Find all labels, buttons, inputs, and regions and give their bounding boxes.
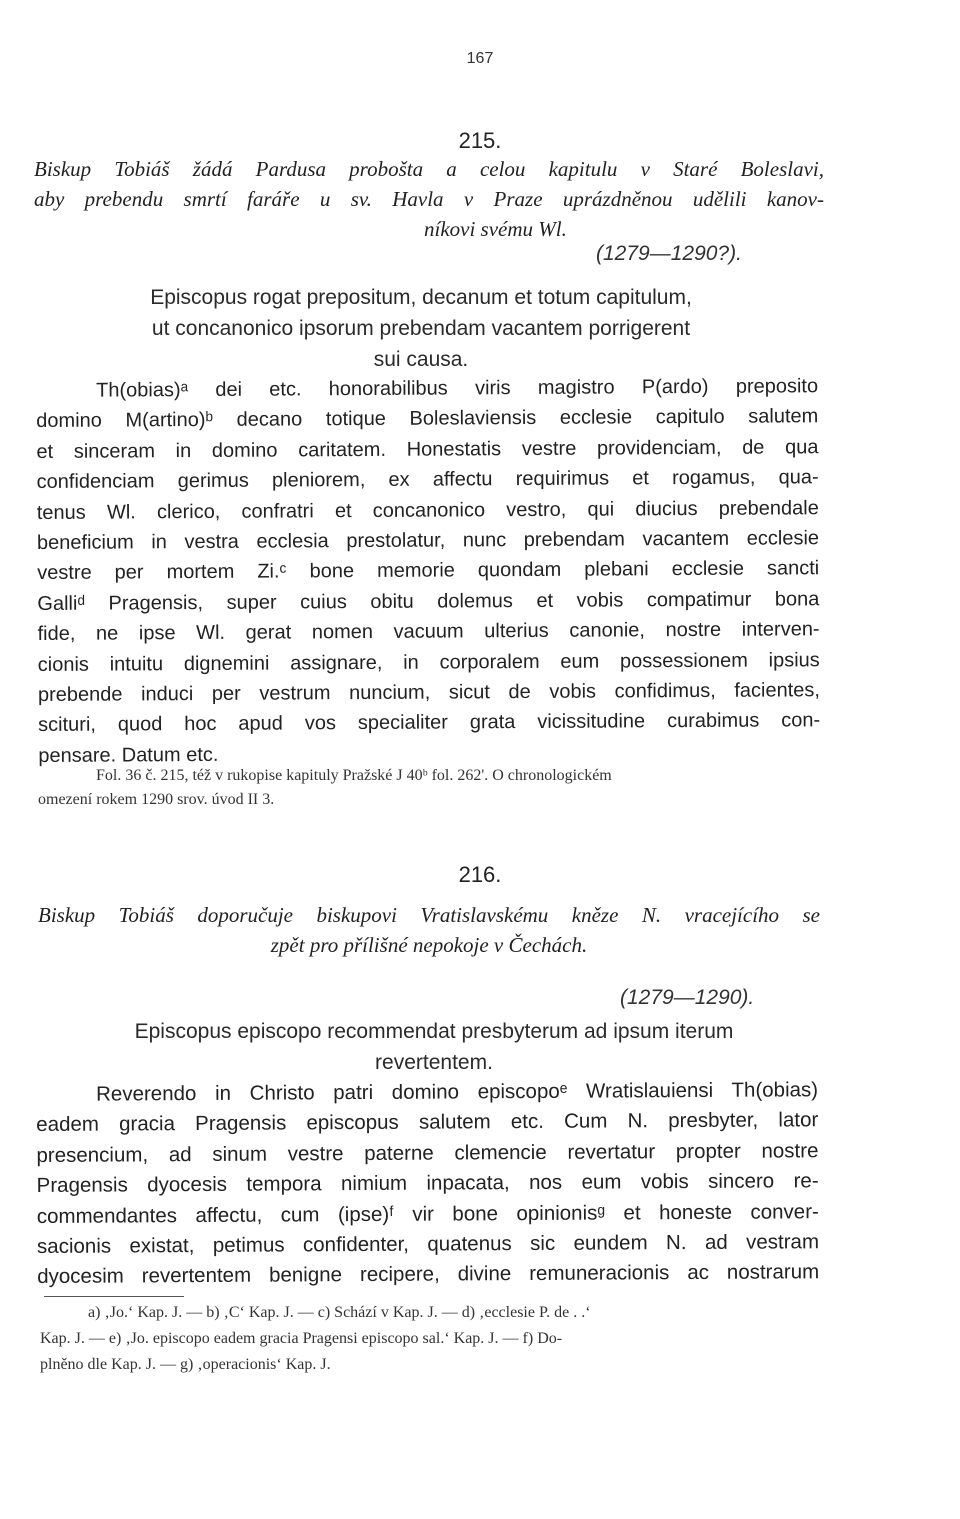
heading-line: Biskup Tobiáš žádá Pardusa probošta a celou kapitulu v Staré Boleslavi, — [34, 157, 824, 181]
note-line: omezení rokem 1290 srov. úvod II 3. — [38, 791, 275, 808]
document-216-date: (1279—1290). — [620, 986, 755, 1009]
footnote-line: plněno dle Kap. J. — g) ‚operacionis‘ Kap. J. — [40, 1356, 331, 1373]
summary-line: revertentem. — [375, 1051, 493, 1074]
document-216-czech-heading — [38, 900, 820, 960]
footnotes — [40, 1300, 820, 1378]
document-215-czech-heading — [34, 154, 824, 244]
document-215-source-note — [38, 764, 818, 812]
body-line: Galliᵈ Pragensis, super cuius obitu dolemus et vobis compatimur bona — [37, 588, 820, 615]
summary-line: ut concanonico ipsorum prebendam vacantem porrigerent — [151, 317, 691, 340]
body-line: commendantes affectu, cum (ipse)ᶠ vir bone opinionisᵍ et honeste conver- — [36, 1199, 819, 1228]
body-line: sacionis existat, petimus confidenter, quatenus sic eundem N. ad vestram — [36, 1230, 820, 1259]
body-line: cionis intuitu dignemini assignare, in corporalem eum possessionem ipsius — [37, 648, 820, 676]
heading-line: Biskup Tobiáš doporučuje biskupovi Vratislavskému kněze N. vracejícího se — [38, 903, 820, 927]
summary-line: Episcopus episcopo recommendat presbyterum ad ipsum iterum — [134, 1020, 734, 1043]
document-215-number: 215. — [458, 128, 502, 153]
footnote-line: a) ‚Jo.‘ Kap. J. — b) ‚C‘ Kap. J. — c) Schází v Kap. J. — d) ‚ecclesie P. de . .‘ — [88, 1304, 591, 1321]
body-line: domino M(artino)ᵇ decano totique Boleslaviensis ecclesie capitulo salutem — [36, 405, 819, 433]
body-line: dyocesim revertentem benigne recipere, divine remuneracionis ac nostrarum — [37, 1260, 820, 1289]
summary-line: sui causa. — [373, 348, 469, 371]
body-line: tenus Wl. clerico, confratri et concanonico vestro, qui diucius prebendale — [36, 496, 819, 524]
body-line: et sinceram in domino caritatem. Honestatis vestre providenciam, de qua — [36, 436, 819, 463]
document-216-latin-summary — [84, 1016, 784, 1078]
heading-line: níkovi svému Wl. — [424, 217, 567, 241]
body-line: confidenciam gerimus pleniorem, ex affectu requirimus et rogamus, qua- — [36, 466, 819, 494]
body-line: Reverendo in Christo patri domino episcopoᵉ Wratislauiensi Th(obias) — [96, 1078, 819, 1106]
document-216-number: 216. — [458, 862, 502, 887]
body-line: Th(obias)ᵃ dei etc. honorabilibus viris magistro P(ardo) preposito — [96, 375, 819, 402]
heading-line: zpět pro přílišné nepokoje v Čechách. — [270, 933, 588, 957]
document-215-latin-summary — [96, 282, 746, 375]
note-line: Fol. 36 č. 215, též v rukopise kapituly Pražské J 40ᵇ fol. 262'. O chronologickém — [96, 767, 612, 784]
body-line: beneficium in vestra ecclesia prestolatur, nunc prebendam vacantem ecclesie — [36, 527, 820, 555]
summary-line: Episcopus rogat prepositum, decanum et totum capitulum, — [150, 286, 692, 309]
body-line: prebende induci per vestrum nuncium, sicut de vobis confidimus, facientes, — [37, 679, 821, 707]
body-line: vestre per mortem Zi.ᶜ bone memorie quondam plebani ecclesie sancti — [37, 557, 820, 585]
body-line: fide, ne ipse Wl. gerat nomen vacuum ulterius canonie, nostre interven- — [37, 618, 820, 646]
body-line: presencium, ad sinum vestre paterne clemencie revertatur propter nostre — [36, 1139, 819, 1167]
body-line: scituri, quod hoc apud vos specialiter grata vicissitudine curabimus con- — [38, 709, 821, 737]
document-216-body — [36, 1075, 819, 1293]
footnote-line: Kap. J. — e) ‚Jo. episcopo eadem gracia Pragensi episcopo sal.‘ Kap. J. — f) Do- — [40, 1330, 563, 1347]
body-line: eadem gracia Pragensis episcopus salutem etc. Cum N. presbyter, lator — [36, 1108, 819, 1137]
document-215-body — [36, 371, 820, 771]
page-number: 167 — [466, 50, 494, 67]
heading-line: aby prebendu smrtí faráře u sv. Havla v Praze uprázdněnou udělili kanov- — [34, 187, 824, 211]
document-215-date: (1279—1290?). — [596, 242, 742, 265]
body-line: pensare. Datum etc. — [38, 743, 219, 767]
body-line: Pragensis dyocesis tempora nimium inpacata, nos eum vobis sincero re- — [36, 1169, 819, 1198]
footnote-separator — [44, 1296, 184, 1297]
